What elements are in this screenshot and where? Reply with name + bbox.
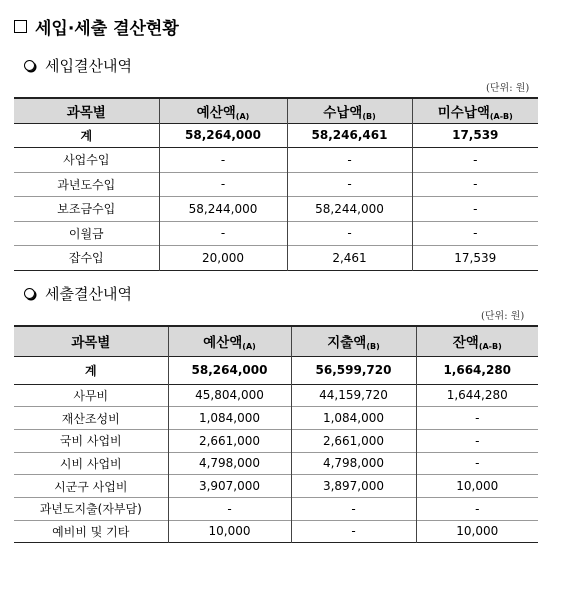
table-cell: 재산조성비: [61, 411, 120, 426]
table-cell: 3,897,000: [291, 475, 416, 498]
table-cell: 58,244,000: [287, 197, 412, 222]
table-cell: 1,644,280: [416, 384, 538, 407]
table-cell: 2,661,000: [168, 429, 291, 452]
table-row: [14, 452, 538, 475]
header-cell: 잔액$_{(A-B)}$: [416, 326, 538, 356]
header-cell: 예산액$_{(A)}$: [168, 326, 291, 356]
circle-bullet-icon: [24, 60, 35, 71]
table-row: [14, 384, 538, 407]
table-cell: 시비 사업비: [59, 456, 122, 471]
table-cell: 17,539: [412, 246, 538, 271]
expenditure-section-heading: [24, 283, 132, 304]
table-cell: 4,798,000: [168, 452, 291, 475]
table-cell: -: [159, 148, 287, 173]
table-cell: -: [287, 221, 412, 246]
table-header-row: [14, 326, 538, 356]
table-row: [14, 520, 538, 543]
revenue-heading-text: 세입결산내역: [45, 57, 132, 75]
page-title-text: 세입·세출 결산현황: [35, 19, 179, 39]
table-cell: 58,244,000: [159, 197, 287, 222]
table-cell: 45,804,000: [168, 384, 291, 407]
table-row: [14, 221, 538, 246]
table-cell: 1,664,280: [416, 356, 538, 384]
table-cell: -: [416, 497, 538, 520]
page-title: [14, 14, 179, 39]
table-cell: -: [159, 172, 287, 197]
revenue-table: [14, 97, 538, 271]
table-cell: -: [287, 172, 412, 197]
table-cell: 17,539: [412, 123, 538, 148]
table-cell: -: [416, 407, 538, 430]
table-cell: 56,599,720: [291, 356, 416, 384]
table-row: [14, 246, 538, 271]
table-row: [14, 197, 538, 222]
expenditure-table: [14, 325, 538, 543]
table-cell: 시군구 사업비: [54, 479, 128, 494]
header-cell: 과목별: [14, 98, 159, 123]
table-cell: 10,000: [416, 475, 538, 498]
table-cell: -: [416, 452, 538, 475]
table-row-total: [14, 356, 538, 384]
table-cell: 1,084,000: [291, 407, 416, 430]
header-cell: 수납액$_{(B)}$: [287, 98, 412, 123]
table-cell: 계: [80, 128, 93, 143]
table-cell: 3,907,000: [168, 475, 291, 498]
table-cell: -: [287, 148, 412, 173]
table-cell: 계: [84, 363, 97, 378]
table-cell: -: [291, 497, 416, 520]
table-cell: 국비 사업비: [59, 434, 122, 449]
table-row: [14, 429, 538, 452]
table-row: [14, 497, 538, 520]
square-bullet-icon: [14, 20, 27, 33]
expenditure-heading-text: 세출결산내역: [45, 285, 132, 303]
table-cell: 58,246,461: [287, 123, 412, 148]
table-cell: -: [168, 497, 291, 520]
table-cell: 과년도지출(자부담): [39, 502, 142, 517]
table-cell: 44,159,720: [291, 384, 416, 407]
table-row-total: [14, 123, 538, 148]
expenditure-unit-label: (단위: 원): [481, 311, 525, 322]
table-row: [14, 407, 538, 430]
table-cell: 1,084,000: [168, 407, 291, 430]
table-cell: 10,000: [168, 520, 291, 543]
table-row: [14, 148, 538, 173]
table-cell: -: [416, 429, 538, 452]
header-cell: 예산액$_{(A)}$: [159, 98, 287, 123]
header-cell: 과목별: [14, 326, 168, 356]
table-cell: 과년도수입: [57, 177, 116, 192]
table-cell: 58,264,000: [159, 123, 287, 148]
table-cell: 잡수입: [68, 251, 104, 266]
table-cell: 10,000: [416, 520, 538, 543]
table-cell: 58,264,000: [168, 356, 291, 384]
table-cell: 이월금: [68, 226, 104, 241]
table-row: [14, 475, 538, 498]
table-cell: -: [412, 172, 538, 197]
table-cell: 4,798,000: [291, 452, 416, 475]
table-cell: 사무비: [73, 388, 109, 403]
table-cell: 2,661,000: [291, 429, 416, 452]
revenue-unit-label: (단위: 원): [486, 83, 530, 94]
header-cell: 지출액$_{(B)}$: [291, 326, 416, 356]
table-cell: 20,000: [159, 246, 287, 271]
table-cell: 사업수입: [63, 153, 110, 168]
table-cell: -: [412, 148, 538, 173]
table-cell: 예비비 및 기타: [52, 524, 130, 539]
table-cell: 2,461: [287, 246, 412, 271]
table-cell: -: [291, 520, 416, 543]
table-header-row: [14, 98, 538, 123]
table-cell: 보조금수입: [57, 202, 116, 217]
table-cell: -: [412, 221, 538, 246]
table-cell: -: [159, 221, 287, 246]
table-cell: -: [412, 197, 538, 222]
header-cell: 미수납액$_{(A-B)}$: [412, 98, 538, 123]
revenue-section-heading: [24, 55, 132, 76]
table-row: [14, 172, 538, 197]
circle-bullet-icon: [24, 288, 35, 299]
